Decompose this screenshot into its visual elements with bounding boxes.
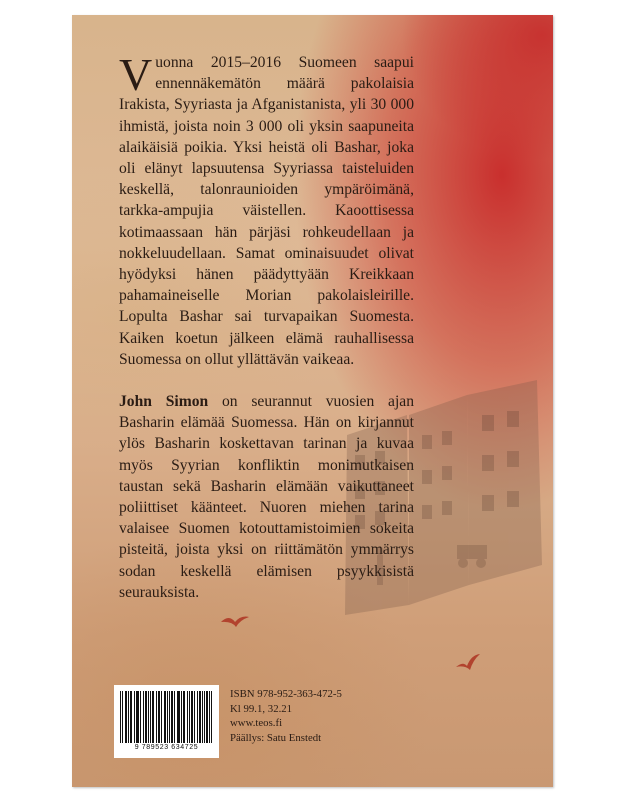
paragraph-2-text: on seurannut vuosien ajan Basharin elämää Suomessa. Hän on kirjannut ylös Basharin koskettavan tarinan ja kuvaa myös Syyrian konfliktin monimutkaisen taustan sekä Basharin elämään vaikuttaneet poliittiset käänteet. Nuoren miehen tarina valaisee Suomen kotouttamistoimien sokeita pisteitä, joista yksi on riittämätön ymmärrys sodan keskellä elämisen psyykkisistä seurauksista. (119, 393, 414, 601)
barcode-bars (120, 691, 213, 743)
bird-icon (220, 612, 250, 630)
author-name: John Simon (119, 393, 209, 411)
isbn-barcode (114, 685, 219, 758)
blurb-paragraph-1 (119, 49, 414, 370)
drop-cap: V (119, 49, 153, 100)
bird-icon (455, 653, 481, 673)
book-back-cover (72, 15, 553, 787)
paragraph-1-text: uonna 2015–2016 Suomeen saapui ennennäkemätön määrä pakolaisia Irakista, Syyriasta ja Afganistanista, yli 30 000 ihmistä, joista noin 3 000 oli yksin saapuneita alaikäisiä poikia. Yksi heistä oli Bashar, joka oli elänyt lapsuutensa Syyriassa taisteluiden keskellä, talonraunioiden ympäröimänä, tarkka-ampujia väistellen. Kaoottisessa kotimaassaan hän pärjäsi rohkeudellaan ja nokkeluudellaan. Samat ominaisuudet olivat hyödyksi hänen päädyttyään Kreikkaan pahamaineiselle Morian pakolaisleirille. Lopulta Bashar sai turvapaikan Suomesta. Kaiken koetun jälkeen elämä rauhallisessa Suomessa on ollut yllättävän vaikeaa. (119, 54, 414, 368)
barcode-digits: 9 789523 634725 (134, 744, 199, 751)
back-cover-blurb (119, 49, 414, 603)
publisher-imprint (230, 687, 342, 745)
blurb-paragraph-2 (119, 391, 414, 603)
library-classification: Kl 99.1, 32.21 (230, 702, 293, 715)
cover-designer-credit: Päällys: Satu Enstedt (230, 731, 322, 744)
publisher-website: www.teos.fi (230, 717, 283, 730)
isbn-number: ISBN 978-952-363-472-5 (230, 688, 342, 700)
